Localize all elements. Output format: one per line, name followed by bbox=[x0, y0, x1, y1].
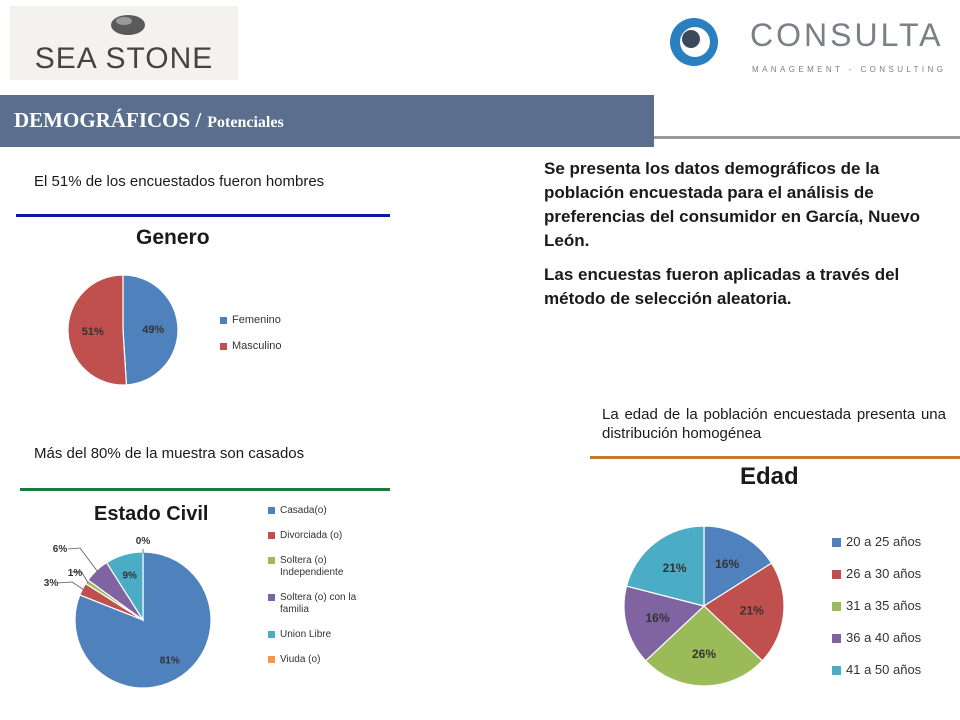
estado-civil-legend-soltera-o-con-la-familia: Soltera (o) con la familia bbox=[280, 592, 357, 615]
estado-civil-data-label-union-libre: 9% bbox=[122, 570, 137, 582]
genero-divider bbox=[16, 214, 390, 217]
edad-legend-swatch-41-a-50-anos bbox=[832, 666, 841, 675]
estado-civil-chart-title: Estado Civil bbox=[94, 503, 209, 525]
genero-legend-masculino: Masculino bbox=[232, 340, 282, 352]
estado-civil-legend-swatch-viuda-o bbox=[268, 656, 275, 663]
body-paragraph-1: Se presenta los datos demográficos de la población encuestada para el análisis de preferencias del consumidor en García, Nuevo León. bbox=[544, 159, 921, 250]
genero-data-label-masculino: 51% bbox=[81, 325, 104, 338]
estado-civil-legend-casada-o: Casada(o) bbox=[280, 505, 327, 516]
genero-chart bbox=[60, 220, 390, 400]
estado-civil-legend-union-libre: Union Libre bbox=[280, 629, 332, 640]
estado-civil-data-label-casada-o: 81% bbox=[159, 655, 180, 667]
sea-stone-logo bbox=[10, 6, 238, 80]
page-title-sub: Potenciales bbox=[207, 114, 284, 131]
edad-legend-26-a-30-anos: 26 a 30 años bbox=[846, 566, 922, 581]
consulta-logo bbox=[664, 8, 954, 78]
edad-divider bbox=[590, 456, 960, 459]
edad-legend-31-a-35-anos: 31 a 35 años bbox=[846, 598, 922, 613]
edad-data-label-36-a-40-anos: 16% bbox=[645, 610, 670, 625]
edad-legend-swatch-36-a-40-anos bbox=[832, 634, 841, 643]
genero-caption: El 51% de los encuestados fueron hombres bbox=[34, 173, 325, 190]
consulta-logo-tagline: MANAGEMENT - CONSULTING bbox=[752, 65, 947, 74]
edad-legend-swatch-20-a-25-anos bbox=[832, 538, 841, 547]
page-title-main: DEMOGRÁFICOS / bbox=[14, 108, 202, 132]
edad-legend-36-a-40-anos: 36 a 40 años bbox=[846, 630, 922, 645]
consulta-logo-name: CONSULTA bbox=[750, 17, 944, 53]
genero-legend-swatch-masculino bbox=[220, 343, 227, 350]
civil-divider bbox=[20, 488, 390, 491]
estado-civil-leader-divorciada-o bbox=[57, 582, 84, 590]
estado-civil-data-label-soltera-o-con-la-familia: 6% bbox=[52, 544, 68, 555]
civil-caption: Más del 80% de la muestra son casados bbox=[34, 445, 305, 462]
edad-caption: La edad de la población encuestada presenta una distribución homogénea bbox=[602, 406, 946, 442]
edad-data-label-26-a-30-anos: 21% bbox=[739, 603, 764, 618]
estado-civil-legend-divorciada-o: Divorciada (o) bbox=[280, 530, 343, 541]
edad-chart bbox=[604, 460, 956, 696]
estado-civil-data-label-divorciada-o: 3% bbox=[43, 578, 59, 589]
estado-civil-data-label-viuda-o: 0% bbox=[135, 536, 151, 547]
body-paragraph-2: Las encuestas fueron aplicadas a través del método de selección aleatoria. bbox=[544, 265, 900, 308]
estado-civil-legend-swatch-soltera-o-con-la-familia bbox=[268, 594, 275, 601]
estado-civil-legend-swatch-soltera-o-independiente bbox=[268, 557, 275, 564]
body-text bbox=[544, 157, 944, 321]
genero-legend-femenino: Femenino bbox=[232, 314, 281, 326]
estado-civil-legend-swatch-divorciada-o bbox=[268, 532, 275, 539]
edad-legend-swatch-26-a-30-anos bbox=[832, 570, 841, 579]
edad-data-label-41-a-50-anos: 21% bbox=[662, 561, 687, 576]
edad-data-label-31-a-35-anos: 26% bbox=[691, 647, 717, 661]
edad-legend-41-a-50-anos: 41 a 50 años bbox=[846, 662, 922, 677]
genero-legend-swatch-femenino bbox=[220, 317, 227, 324]
header-divider bbox=[654, 136, 960, 139]
estado-civil-data-label-soltera-o-independiente: 1% bbox=[67, 568, 83, 579]
estado-civil-legend-swatch-casada-o bbox=[268, 507, 275, 514]
estado-civil-legend-soltera-o-independiente: Soltera (o) Independiente bbox=[280, 555, 344, 578]
genero-data-label-femenino: 49% bbox=[142, 324, 165, 337]
estado-civil-legend-swatch-union-libre bbox=[268, 631, 275, 638]
edad-legend-20-a-25-anos: 20 a 25 años bbox=[846, 534, 922, 549]
estado-civil-chart bbox=[30, 492, 390, 702]
edad-data-label-20-a-25-anos: 16% bbox=[715, 556, 740, 571]
genero-chart-title: Genero bbox=[136, 226, 210, 249]
estado-civil-legend-viuda-o: Viuda (o) bbox=[280, 654, 321, 665]
page-title bbox=[14, 108, 284, 133]
edad-chart-title: Edad bbox=[740, 463, 799, 490]
sea-stone-logo-text: SEA STONE bbox=[34, 42, 214, 75]
edad-legend-swatch-31-a-35-anos bbox=[832, 602, 841, 611]
